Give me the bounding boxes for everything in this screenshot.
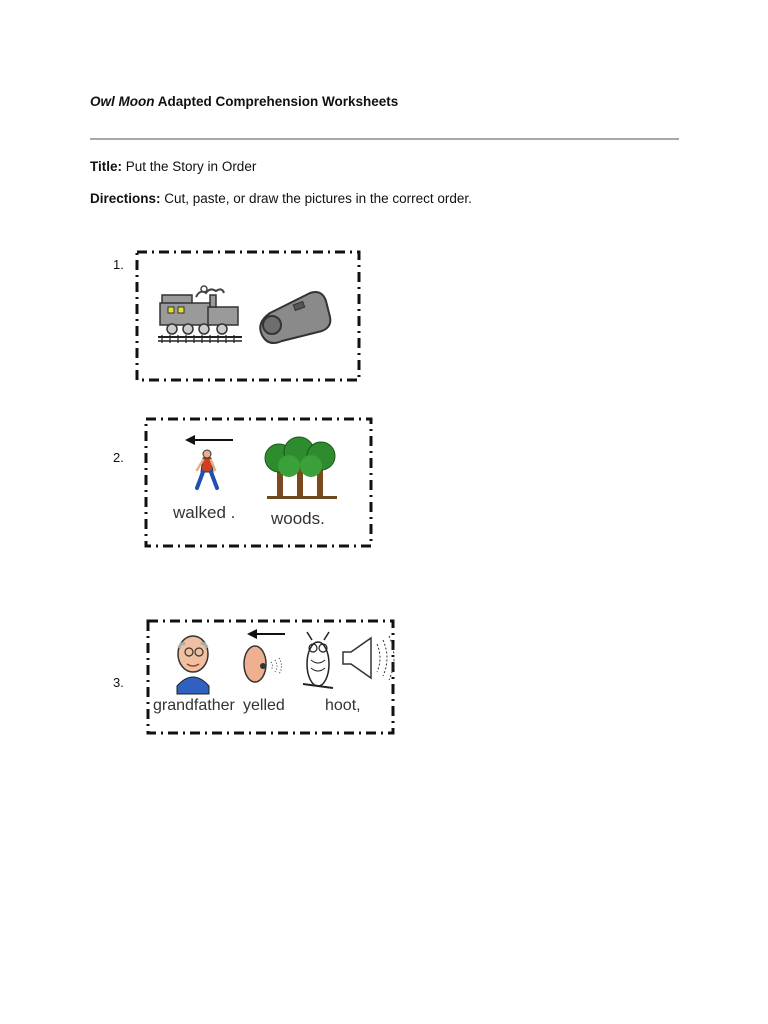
trees-icon [265, 437, 337, 499]
header-divider [90, 138, 679, 140]
title-line [90, 159, 256, 174]
item-number-1: 1. [113, 257, 124, 272]
speaker-sound-icon [343, 636, 394, 680]
item-number-2: 2. [113, 450, 124, 465]
train-icon [158, 286, 242, 343]
item-number-3: 3. [113, 675, 124, 690]
heading-suffix: Adapted Comprehension Worksheets [154, 94, 399, 109]
card-border [146, 419, 371, 546]
owl-icon [303, 632, 333, 688]
word-grandfather: grandfather [153, 697, 235, 714]
card-border [148, 621, 393, 733]
picture-card-2 [145, 418, 374, 549]
word-walked: walked . [173, 503, 236, 522]
directions-label: Directions: [90, 191, 161, 206]
whistle-icon [260, 292, 330, 343]
word-yelled: yelled [243, 697, 285, 714]
word-woods: woods. [271, 509, 325, 528]
picture-card-1 [136, 251, 362, 383]
picture-card-3 [147, 620, 396, 736]
title-label: Title: [90, 159, 123, 174]
yelling-face-icon [244, 629, 285, 682]
directions-value: Cut, paste, or draw the pictures in the correct order. [160, 191, 472, 206]
title-value: Put the Story in Order [122, 159, 257, 174]
book-title: Owl Moon [90, 94, 155, 109]
directions-line [90, 191, 472, 206]
grandfather-icon [177, 636, 209, 694]
worksheet-heading [90, 94, 398, 109]
walking-person-icon [185, 435, 233, 488]
word-hoot: hoot, [325, 697, 361, 714]
